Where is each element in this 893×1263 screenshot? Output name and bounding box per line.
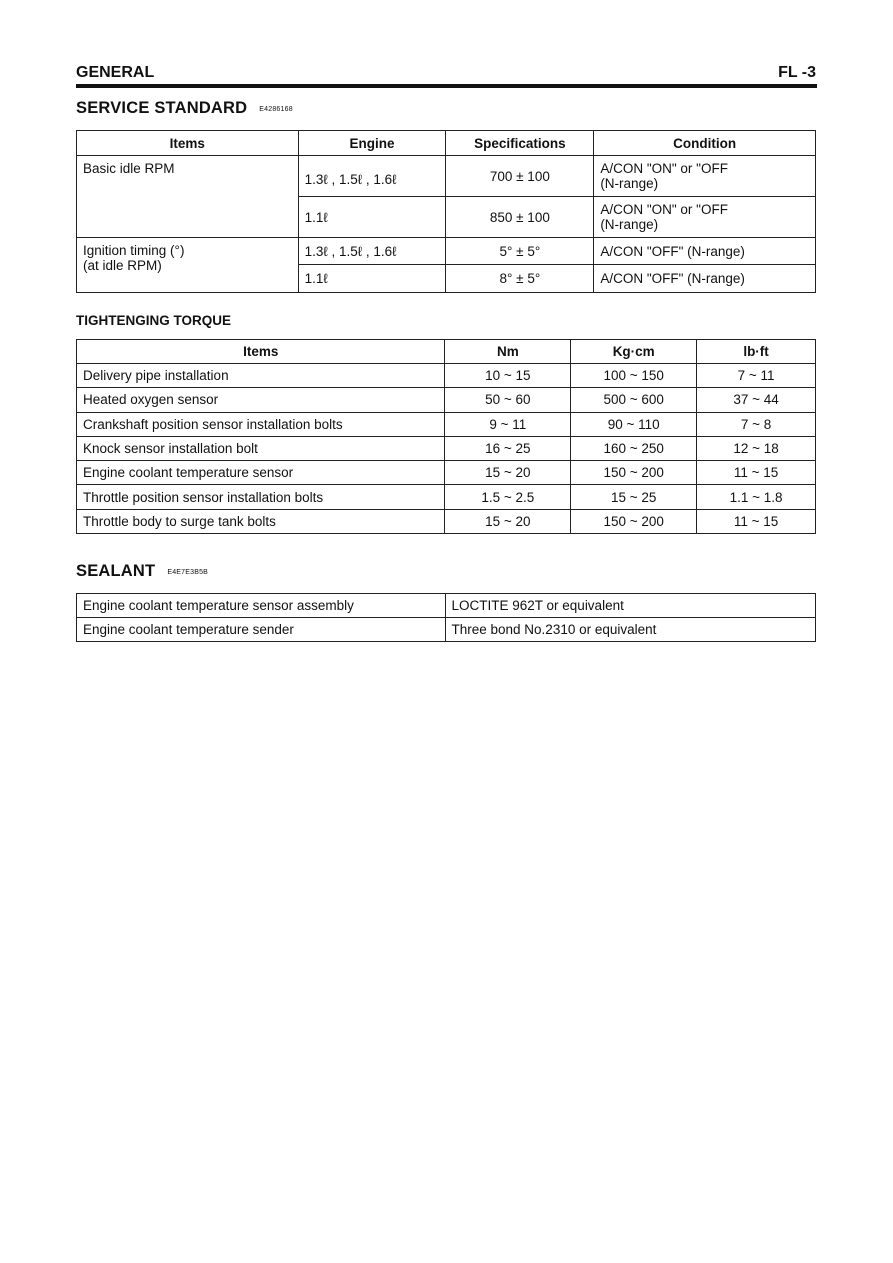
item-cell: Crankshaft position sensor installation bolts	[77, 412, 445, 436]
nm-cell: 15 ~ 20	[445, 461, 571, 485]
item-cell: Knock sensor installation bolt	[77, 436, 445, 460]
condition-line: A/CON "ON" or "OFF	[600, 202, 728, 217]
page-header	[76, 64, 816, 84]
condition-cell	[594, 156, 816, 197]
engine-cell: 1.1ℓ	[298, 197, 446, 238]
lbft-cell: 12 ~ 18	[697, 436, 816, 460]
nm-cell: 16 ~ 25	[445, 436, 571, 460]
engine-cell: 1.3ℓ , 1.5ℓ , 1.6ℓ	[298, 156, 446, 197]
column-header: Items	[77, 131, 299, 156]
lbft-cell: 1.1 ~ 1.8	[697, 485, 816, 509]
column-header: lb·ft	[697, 340, 816, 364]
item-cell: Delivery pipe installation	[77, 364, 445, 388]
table-row	[77, 388, 816, 412]
tightening-torque-table	[76, 339, 816, 534]
lbft-cell: 11 ~ 15	[697, 509, 816, 533]
item-cell	[77, 238, 299, 293]
nm-cell: 15 ~ 20	[445, 509, 571, 533]
table-header-row	[77, 340, 816, 364]
spec-cell: 5° ± 5°	[446, 238, 594, 265]
spec-cell: 8° ± 5°	[446, 265, 594, 293]
kgcm-cell: 150 ~ 200	[571, 509, 697, 533]
table-row	[77, 461, 816, 485]
table-row	[77, 364, 816, 388]
engine-cell: 1.3ℓ , 1.5ℓ , 1.6ℓ	[298, 238, 446, 265]
sealant-title: SEALANT	[76, 562, 156, 580]
table-row	[77, 436, 816, 460]
tightening-torque-title: TIGHTENGING TORQUE	[76, 313, 232, 328]
item-cell: Basic idle RPM	[77, 156, 299, 238]
column-header: Specifications	[446, 131, 594, 156]
kgcm-cell: 100 ~ 150	[571, 364, 697, 388]
column-header: Engine	[298, 131, 446, 156]
table-row	[77, 594, 816, 618]
item-line: Ignition timing (°)	[83, 243, 185, 258]
sealant-heading	[76, 562, 208, 581]
kgcm-cell: 150 ~ 200	[571, 461, 697, 485]
table-row	[77, 485, 816, 509]
service-standard-code: E4286168	[259, 106, 293, 113]
condition-cell	[594, 197, 816, 238]
column-header: Nm	[445, 340, 571, 364]
nm-cell: 50 ~ 60	[445, 388, 571, 412]
item-cell: Heated oxygen sensor	[77, 388, 445, 412]
spec-cell: 850 ± 100	[446, 197, 594, 238]
table-row	[77, 412, 816, 436]
service-standard-heading	[76, 99, 293, 118]
condition-line: (N-range)	[600, 217, 659, 232]
item-cell: Throttle position sensor installation bolts	[77, 485, 445, 509]
kgcm-cell: 15 ~ 25	[571, 485, 697, 509]
condition-cell: A/CON "OFF" (N-range)	[594, 238, 816, 265]
column-header: Kg·cm	[571, 340, 697, 364]
sealant-item-cell: Engine coolant temperature sender	[77, 618, 446, 642]
section-title: GENERAL	[76, 64, 155, 81]
kgcm-cell: 500 ~ 600	[571, 388, 697, 412]
table-row	[77, 238, 816, 265]
sealant-spec-cell: LOCTITE 962T or equivalent	[445, 594, 816, 618]
service-standard-title: SERVICE STANDARD	[76, 99, 248, 117]
nm-cell: 10 ~ 15	[445, 364, 571, 388]
condition-line: A/CON "ON" or "OFF	[600, 161, 728, 176]
column-header: Condition	[594, 131, 816, 156]
engine-cell: 1.1ℓ	[298, 265, 446, 293]
condition-line: (N-range)	[600, 176, 659, 191]
column-header: Items	[77, 340, 445, 364]
item-cell: Engine coolant temperature sensor	[77, 461, 445, 485]
spec-cell: 700 ± 100	[446, 156, 594, 197]
nm-cell: 1.5 ~ 2.5	[445, 485, 571, 509]
condition-cell: A/CON "OFF" (N-range)	[594, 265, 816, 293]
table-row	[77, 156, 816, 197]
lbft-cell: 37 ~ 44	[697, 388, 816, 412]
page-number: FL -3	[778, 64, 816, 81]
table-row	[77, 509, 816, 533]
sealant-item-cell: Engine coolant temperature sensor assembly	[77, 594, 446, 618]
sealant-spec-cell: Three bond No.2310 or equivalent	[445, 618, 816, 642]
table-row	[77, 618, 816, 642]
kgcm-cell: 90 ~ 110	[571, 412, 697, 436]
nm-cell: 9 ~ 11	[445, 412, 571, 436]
service-standard-table	[76, 130, 816, 293]
lbft-cell: 7 ~ 8	[697, 412, 816, 436]
item-line: (at idle RPM)	[83, 258, 162, 273]
sealant-table	[76, 593, 816, 642]
table-header-row	[77, 131, 816, 156]
item-cell: Throttle body to surge tank bolts	[77, 509, 445, 533]
kgcm-cell: 160 ~ 250	[571, 436, 697, 460]
sealant-code: E4E7E3B5B	[167, 569, 209, 576]
header-rule	[76, 84, 817, 88]
lbft-cell: 11 ~ 15	[697, 461, 816, 485]
lbft-cell: 7 ~ 11	[697, 364, 816, 388]
